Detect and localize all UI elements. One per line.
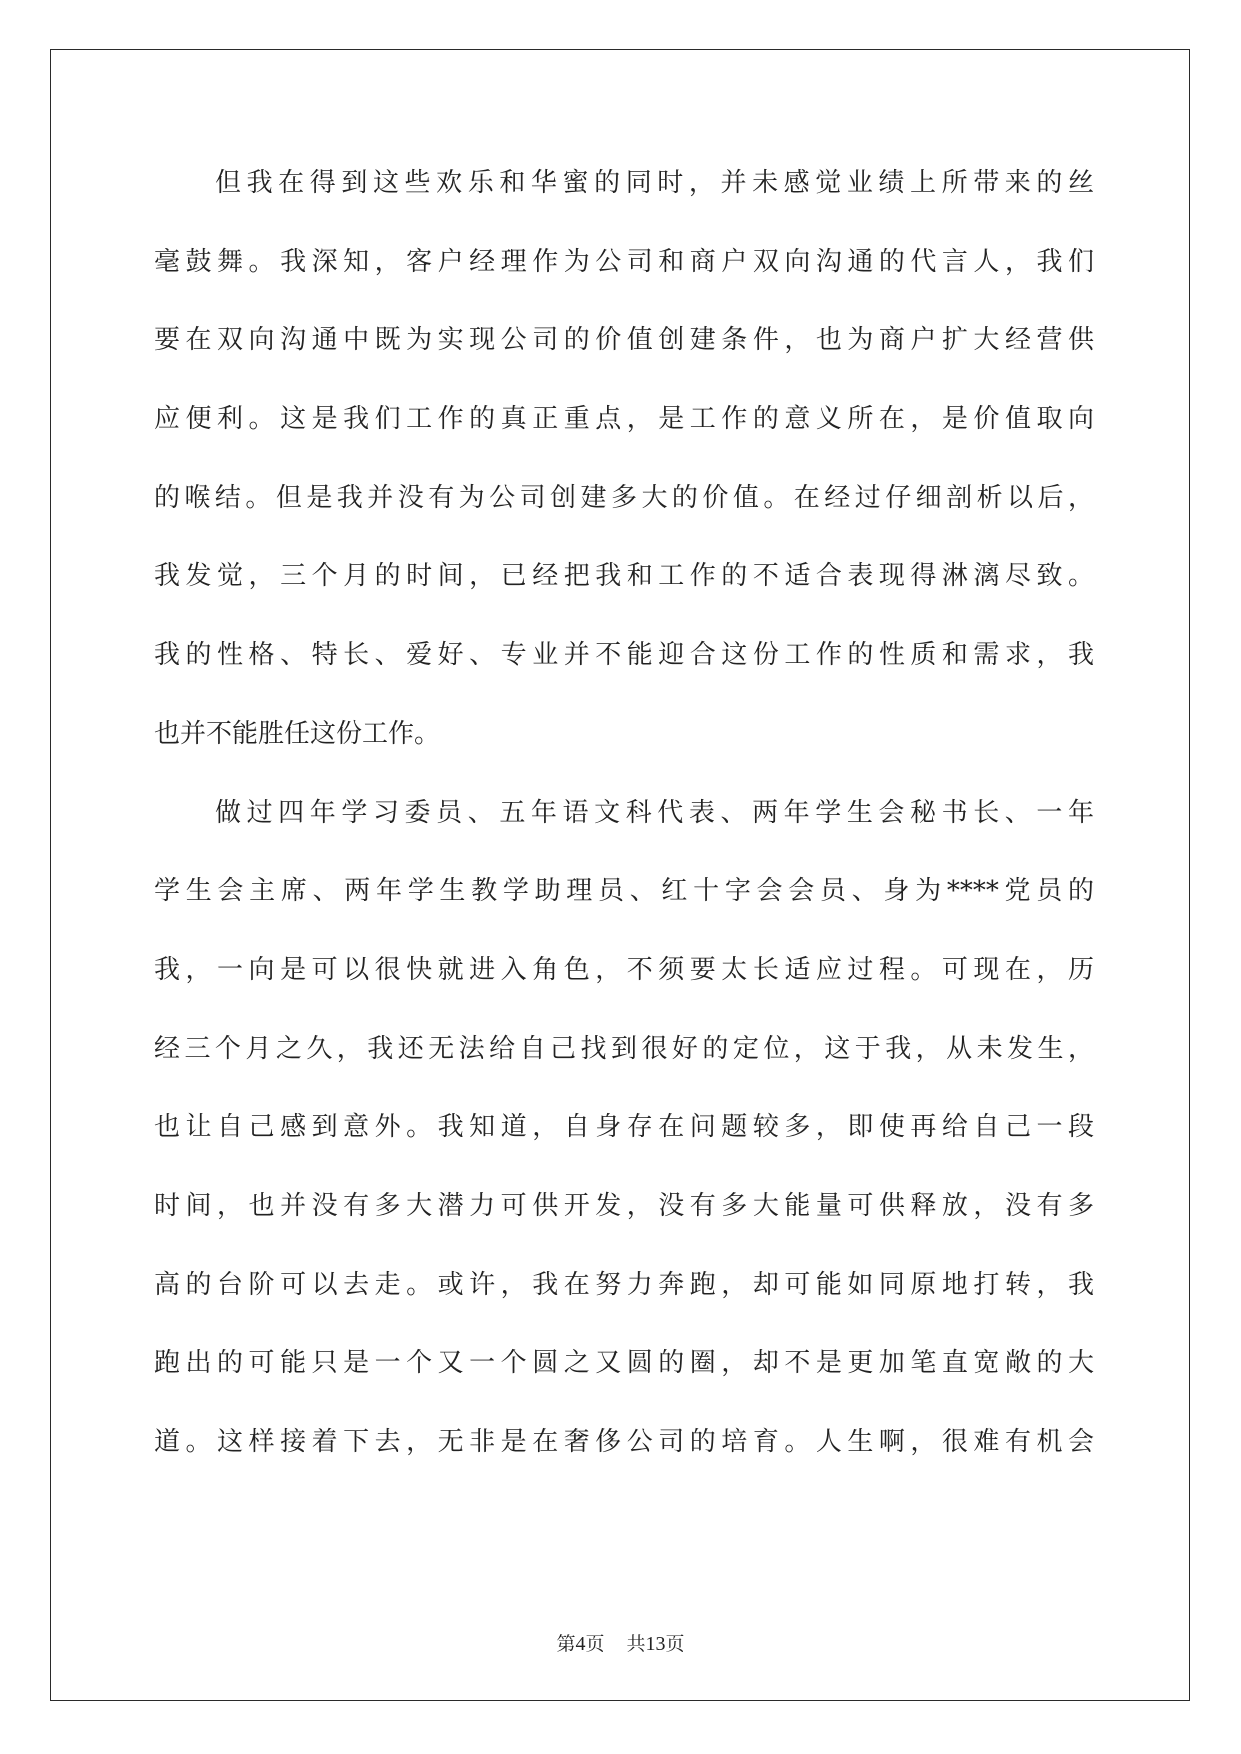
total-suffix: 页 xyxy=(665,1633,685,1655)
paragraph-1-line-7: 我的性格、特长、爱好、专业并不能迎合这份工作的性质和需求，我 xyxy=(154,640,1094,671)
paragraph-2-line-2: 学生会主席、两年学生教学助理员、红十字会会员、身为****党员的 xyxy=(154,876,1094,907)
page-suffix: 页 xyxy=(585,1633,605,1655)
page-prefix: 第 xyxy=(556,1633,576,1655)
page-current-number: 4 xyxy=(575,1633,586,1655)
paragraph-1-line-2: 毫鼓舞。我深知，客户经理作为公司和商户双向沟通的代言人，我们 xyxy=(154,246,1094,277)
page-footer xyxy=(0,1629,1241,1656)
paragraph-2-line-9: 道。这样接着下去，无非是在奢侈公司的培育。人生啊，很难有机会 xyxy=(154,1427,1094,1457)
paragraph-2-line-1: 做过四年学习委员、五年语文科代表、两年学生会秘书长、一年 xyxy=(215,797,1094,828)
paragraph-2-line-5: 也让自己感到意外。我知道，自身存在问题较多，即使再给自己一段 xyxy=(154,1112,1094,1143)
paragraph-1-line-3: 要在双向沟通中既为实现公司的价值创建条件，也为商户扩大经营供 xyxy=(154,325,1094,356)
page-total-number: 13 xyxy=(645,1633,666,1655)
paragraph-2-line-7: 高的台阶可以去走。或许，我在努力奔跑，却可能如同原地打转，我 xyxy=(154,1269,1094,1300)
paragraph-2-line-4: 经三个月之久，我还无法给自己找到很好的定位，这于我，从未发生， xyxy=(154,1033,1094,1064)
paragraph-2-line-8: 跑出的可能只是一个又一个圆之又圆的圈，却不是更加笔直宽敞的大 xyxy=(154,1348,1094,1379)
paragraph-1-line-8: 也并不能胜任这份工作。 xyxy=(154,718,441,749)
total-prefix: 共 xyxy=(626,1633,646,1655)
paragraph-1-line-5: 的喉结。但是我并没有为公司创建多大的价值。在经过仔细剖析以后， xyxy=(154,482,1094,513)
paragraph-1-line-1: 但我在得到这些欢乐和华蜜的同时，并未感觉业绩上所带来的丝 xyxy=(215,168,1094,198)
document-body xyxy=(154,163,1094,1501)
paragraph-1-line-6: 我发觉，三个月的时间，已经把我和工作的不适合表现得淋漓尽致。 xyxy=(154,561,1094,592)
paragraph-1-line-4: 应便利。这是我们工作的真正重点，是工作的意义所在，是价值取向 xyxy=(154,404,1094,435)
paragraph-2-line-6: 时间，也并没有多大潜力可供开发，没有多大能量可供释放，没有多 xyxy=(154,1190,1094,1221)
paragraph-2-line-3: 我，一向是可以很快就进入角色，不须要太长适应过程。可现在，历 xyxy=(154,954,1094,985)
